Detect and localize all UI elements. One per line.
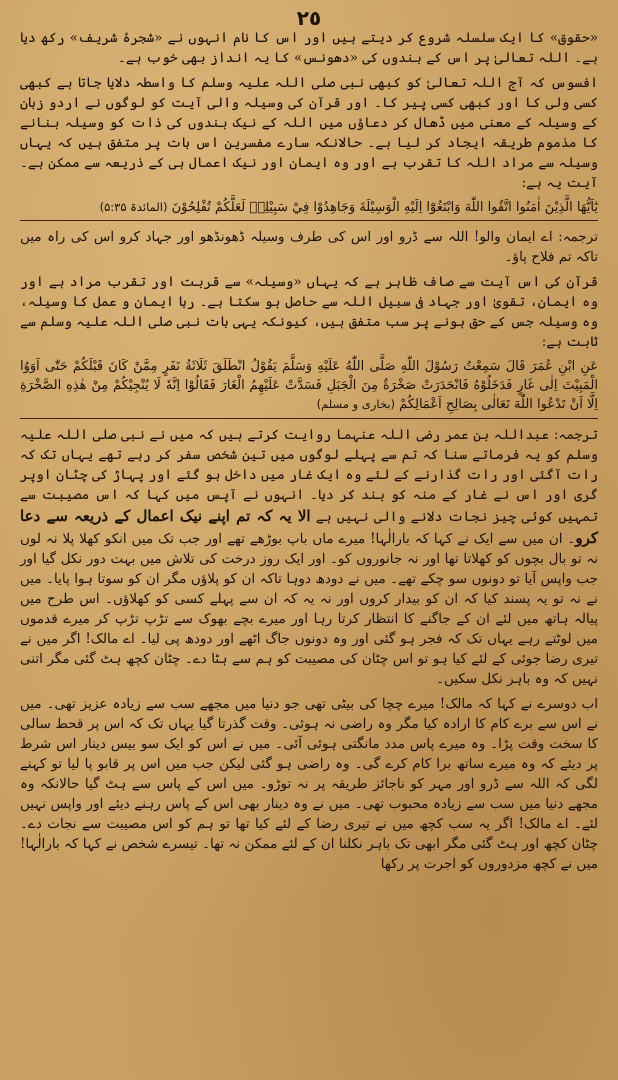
hadith-arabic xyxy=(20,357,598,414)
hadith-arabic-text: عَنِ ابْنِ عُمَرَ قَالَ سَمِعْتُ رَسُوْلَ اللّٰهِ صَلَّى اللّٰهُ عَلَيْهِ وَسَلَّمَ يَقُوْلُ انْطَلَقَ ثَلَاثَةُ نَفَرٍ مِمَّنْ كَانَ قَبْلَكُمْ حَتّٰى اَوَوُا الْمَبِيْتَ اِلٰى غَارٍ فَدَخَلُوْهُ فَانْحَدَرَتْ صَخْرَةٌ مِنَ الْجَبَلِ فَسَدَّتْ عَلَيْهِمُ الْغَارَ فَقَالُوْا اِنَّهٗ لَا يُنْجِيْكُمْ مِنْ هٰذِهِ الصَّخْرَةِ اِلَّا اَنْ تَدْعُوا اللّٰهَ تَعَالٰى بِصَالِحِ اَعْمَالِكُمْ xyxy=(20,359,598,412)
quran-verse-reference: (المائدۃ ۵:۳۵) xyxy=(99,200,168,214)
divider xyxy=(20,418,598,419)
quran-verse-text: يٰٓاَيُّهَا الَّذِيْنَ اٰمَنُوا اتَّقُوا اللّٰهَ وَابْتَغُوْٓا اِلَيْهِ الْوَسِيْلَةَ وَجَاهِدُوْا فِيْ سَبِيْلِهٖ لَعَلَّكُمْ تُفْلِحُوْنَ xyxy=(171,200,598,215)
hadith-source: (بخاری و مسلم) xyxy=(316,397,396,411)
page-number: ٢٥ xyxy=(296,6,322,30)
hadith-translation-emphasis: الا یہ کہ تم اپنے نیک اعمال کے ذریعہ سے دعا کرو xyxy=(20,507,598,547)
paragraph-explanation: قرآن کی اس آیت سے صاف ظاہر ہے کہ یہاں «وسیلہ» سے قربت اور تقرب مراد ہے اور وہ ایمان، تقویٰ اور جہاد فی سبیل اللہ سے حاصل ہو سکتا ہے۔ رہا ایمان و عمل کا وسیلہ، وہ وسیلہ جس کے حق ہونے پر سب متفق ہیں، کیونکہ یہی بات نبی صلی اللہ علیہ وسلم سے ثابت ہے: xyxy=(20,274,598,350)
quran-verse xyxy=(20,198,598,221)
hadith-translation-part-1: ترجمہ: عبداللہ بن عمر رضی اللہ عنہما روایت کرتے ہیں کہ میں نے نبی صلی اللہ علیہ وسلم کو یہ فرماتے سنا کہ تم سے پہلے لوگوں میں تین شخص سفر کر رہے تھے یہاں تک کہ رات آگئی اور رات گذارنے کے لئے وہ ایک غار میں داخل ہو گئے اور پہاڑ کی چٹان اوپر گری اور اس نے غار کے منہ کو بند کر دیا۔ انہوں نے آپس میں کہا کہ اس مصیبت سے تمہیں کوئی چیز نجات دلانے والی نہیں ہے xyxy=(20,427,599,525)
paragraph-wasila: افسوس کہ آج اللہ تعالیٰ کو کبھی نبی صلی اللہ علیہ وسلم کا واسطہ دلایا جاتا ہے کبھی کسی ولی کا اور کبھی کسی پیر کا۔ اور قرآن کی وسیلہ والی آیت کو لوگوں نے اردو زبان کے وسیلہ کے معنی میں ڈھال کر دعاؤں میں اللہ کے نیک بندوں کی ذات کو وسیلہ بنانے کا مذموم طریقہ ایجاد کر لیا ہے۔ حالانکہ سارے مفسرین اس بات پر متفق ہیں کہ یہاں وسیلہ سے مراد اللہ کا تقرب ہے اور وہ ایمان اور نیک اعمال ہی کے ذریعہ سے ممکن ہے۔ آیت یہ ہے: xyxy=(20,75,598,191)
hadith-second-man: اب دوسرے نے کہا کہ مالک! میرے چچا کی بیٹی تھی جو دنیا میں مجھے سب سے زیادہ عزیز تھی۔ میں نے اس سے برے کام کا ارادہ کیا مگر وہ راضی نہ ہوئی۔ وقت گذرتا گیا یہاں تک کہ اس پر قحط سالی کا سخت وقت پڑا۔ وہ میرے پاس مدد مانگتی ہوئی آئی۔ میں نے اس کو ایک سو بیس دینار اس شرط پر دیئے کہ وہ میرے ساتھ برا کام کرے گی۔ وہ راضی ہو گئی لیکن جب میں اس پر قابو پا لیا تو کہنے لگی کہ اللہ سے ڈرو اور مہر کو ناجائز طریقہ پر نہ توڑو۔ میں اس کے پاس سے ہٹ گیا حالانکہ وہ مجھے دنیا میں سب سے زیادہ محبوب تھی۔ میں نے وہ دینار بھی اس کے پاس رہنے دیئے اور واپس نہیں لئے۔ اے مالک! اگر یہ سب کچھ میں نے تیری رضا کے لئے کیا تھا تو ہم کو اس مصیبت سے نجات دے۔ چٹان کچھ اور ہٹ گئی مگر ابھی تک باہر نکلنا ان کے لئے ممکن نہ تھا۔ تیسرے شخص نے کہا کہ بارالٰہا! میں نے کچھ مزدوروں کو اجرت پر رکھا xyxy=(20,696,598,872)
page-body xyxy=(20,28,598,874)
hadith-translation-part-2: ۔ ان میں سے ایک نے کہا کہ بارالٰہا! میرے ماں باپ بوڑھے تھے اور جب تک میں انکو کھلا پلا نہ لوں نہ تو بال بچوں کو کھلاتا تھا اور نہ جانوروں کو۔ اور ایک روز درخت کی تلاش میں بہت دور نکل گیا اور جب واپس آیا تو دونوں سو چکے تھے۔ میں نے دودھ دوہا تاکہ ان کو پلاؤں مگر ان کو سوتا ہوا پایا۔ میں نے نہ تو یہ پسند کیا کہ ان کو بیدار کروں اور نہ یہ کہ ان سے پہلے کسی کو کھلاؤں۔ اس طرح میں پیالہ ہاتھ میں لئے ان کے جاگنے کا انتظار کرتا رہا اور میرے بچے بھوک سے تڑپ تڑپ کر میرے قدموں میں لوٹتے رہے یہاں تک کہ فجر ہو گئی اور وہ دونوں جاگ اٹھے اور دودھ پی لیا۔ اے مالک! اگر میں نے تیری رضا جوئی کے لئے کیا ہو تو اس چٹان کی مصیبت کو ہم سے ہٹا دے۔ چٹان کچھ ہٹ گئی مگر اتنی نہیں کہ وہ باہر نکل سکیں۔ xyxy=(20,531,598,687)
paragraph-intro: «حقوق» کا ایک سلسلہ شروع کر دیتے ہیں اور اس کا نام انہوں نے «شجرۂ شریف» رکھ دیا ہے۔ اللہ تعالیٰ پر اس کے بندوں کی «دھونس» کا یہ انداز بھی خوب ہے۔ xyxy=(20,30,598,66)
verse-translation: ترجمہ: اے ایمان والو! اللہ سے ڈرو اور اس کی طرف وسیلہ ڈھونڈھو اور جہاد کرو اس کی راہ میں تاکہ تم فلاح پاؤ۔ xyxy=(20,229,598,265)
hadith-translation xyxy=(20,425,598,689)
